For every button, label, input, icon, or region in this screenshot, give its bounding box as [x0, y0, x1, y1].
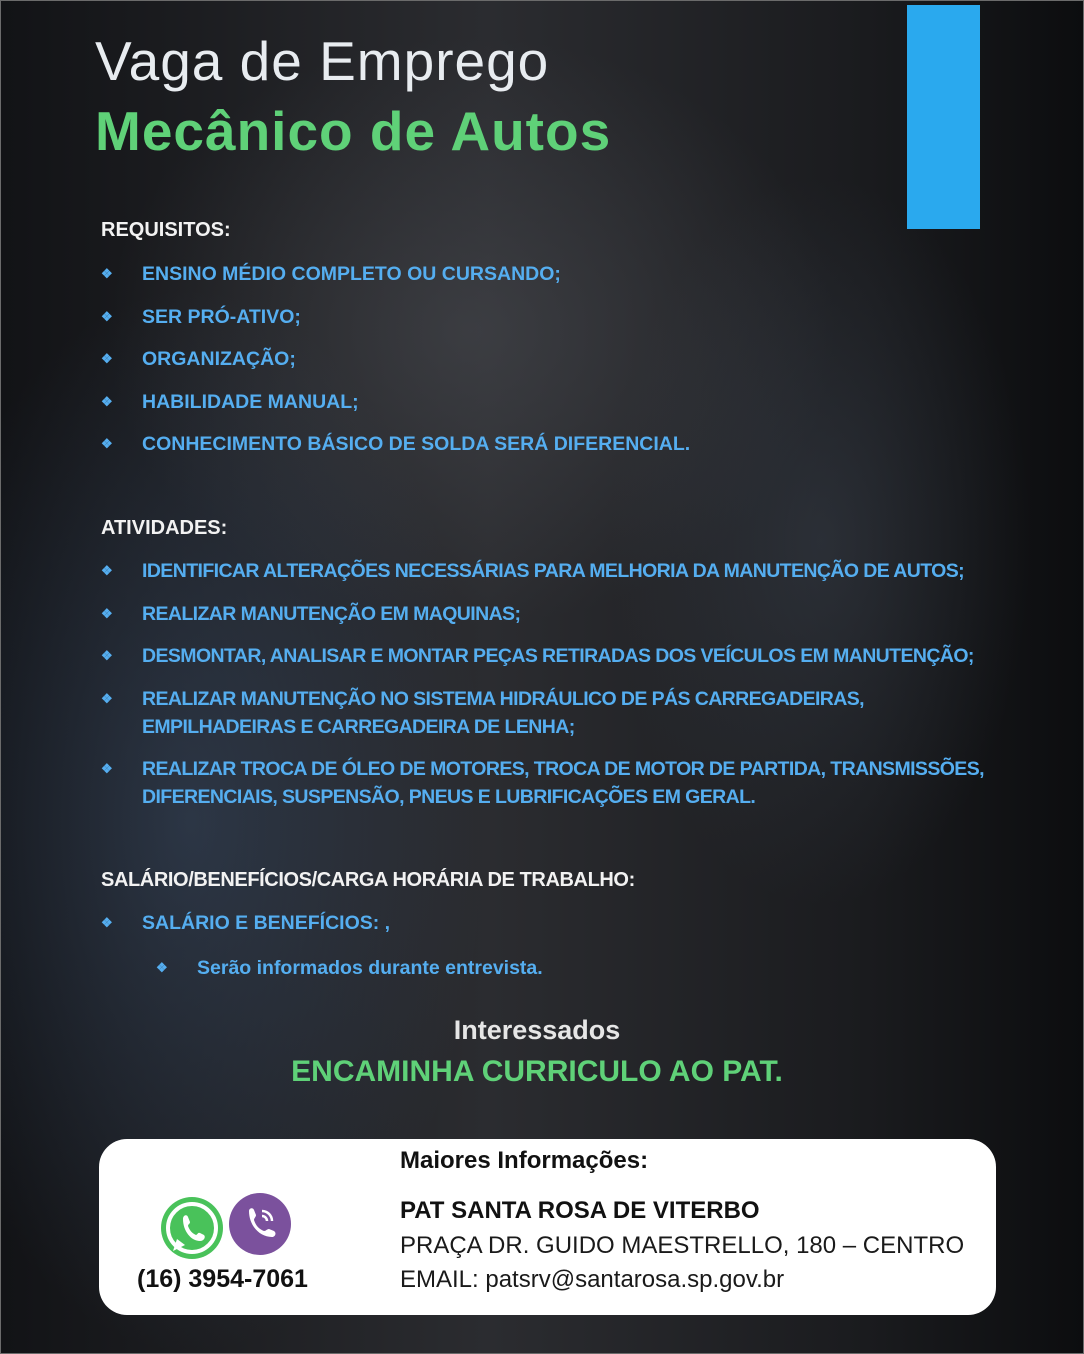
- diamond-bullet-icon: ❖: [101, 915, 113, 930]
- diamond-bullet-icon: ❖: [101, 761, 113, 776]
- list-item: ❖ SER PRÓ-ATIVO;: [101, 303, 690, 331]
- list-item: ❖ ENSINO MÉDIO COMPLETO OU CURSANDO;: [101, 260, 690, 288]
- phone-number: (16) 3954-7061: [137, 1265, 308, 1293]
- salario-heading: SALÁRIO/BENEFÍCIOS/CARGA HORÁRIA DE TRABALHO:: [101, 869, 635, 891]
- diamond-bullet-icon: ❖: [101, 563, 113, 578]
- diamond-bullet-icon: ❖: [101, 690, 113, 706]
- job-title: Mecânico de Autos: [95, 100, 612, 162]
- diamond-bullet-icon: ❖: [156, 960, 168, 975]
- diamond-bullet-icon: ❖: [101, 393, 113, 409]
- salario-list: [101, 909, 390, 937]
- address-line: PRAÇA DR. GUIDO MAESTRELLO, 180 – CENTRO: [400, 1232, 965, 1259]
- diamond-bullet-icon: ❖: [101, 605, 113, 621]
- requisitos-heading: REQUISITOS:: [101, 219, 231, 241]
- accent-bar: [907, 5, 980, 229]
- list-item: ❖ REALIZAR MANUTENÇÃO NO SISTEMA HIDRÁULICO DE PÁS CARREGADEIRAS, EMPILHADEIRAS E CARREGADEIRA DE LENHA;: [101, 685, 922, 741]
- list-item: ❖ IDENTIFICAR ALTERAÇÕES NECESSÁRIAS PARA MELHORIA DA MANUTENÇÃO DE AUTOS;: [101, 557, 1031, 585]
- viber-icon[interactable]: [229, 1193, 291, 1255]
- atividades-heading: ATIVIDADES:: [101, 517, 228, 539]
- list-item: ❖ CONHECIMENTO BÁSICO DE SOLDA SERÁ DIFERENCIAL.: [101, 430, 690, 458]
- whatsapp-icon[interactable]: [161, 1197, 223, 1259]
- salario-sub-item: ❖ Serão informados durante entrevista.: [156, 954, 543, 982]
- page-title: Vaga de Emprego: [95, 30, 550, 92]
- contact-box: [99, 1139, 996, 1315]
- organization-name: PAT SANTA ROSA DE VITERBO: [400, 1197, 760, 1224]
- diamond-bullet-icon: ❖: [101, 648, 113, 663]
- list-item: ❖ DESMONTAR, ANALISAR E MONTAR PEÇAS RETIRADAS DOS VEÍCULOS EM MANUTENÇÃO;: [101, 642, 1031, 670]
- requisitos-list: [101, 260, 690, 458]
- email-line: EMAIL: patsrv@santarosa.sp.gov.br: [400, 1266, 785, 1293]
- diamond-bullet-icon: ❖: [101, 436, 113, 451]
- list-item: ❖ SALÁRIO E BENEFÍCIOS: ,: [101, 909, 390, 937]
- list-item: ❖ REALIZAR TROCA DE ÓLEO DE MOTORES, TROCA DE MOTOR DE PARTIDA, TRANSMISSÕES, DIFERENCIAIS, SUSPENSÃO, PNEUS E LUBRIFICAÇÕES EM GERAL.: [101, 755, 1042, 811]
- list-item: ❖ REALIZAR MANUTENÇÃO EM MAQUINAS;: [101, 600, 1031, 628]
- diamond-bullet-icon: ❖: [101, 308, 113, 324]
- list-item: ❖ ORGANIZAÇÃO;: [101, 345, 690, 373]
- list-item: ❖ HABILIDADE MANUAL;: [101, 388, 690, 416]
- cta-interessados: Interessados: [453, 1015, 621, 1045]
- contact-title: Maiores Informações:: [400, 1147, 649, 1174]
- atividades-list: [101, 557, 1031, 811]
- cta-encaminha: ENCAMINHA CURRICULO AO PAT.: [291, 1055, 783, 1088]
- diamond-bullet-icon: ❖: [101, 266, 113, 281]
- diamond-bullet-icon: ❖: [101, 351, 113, 366]
